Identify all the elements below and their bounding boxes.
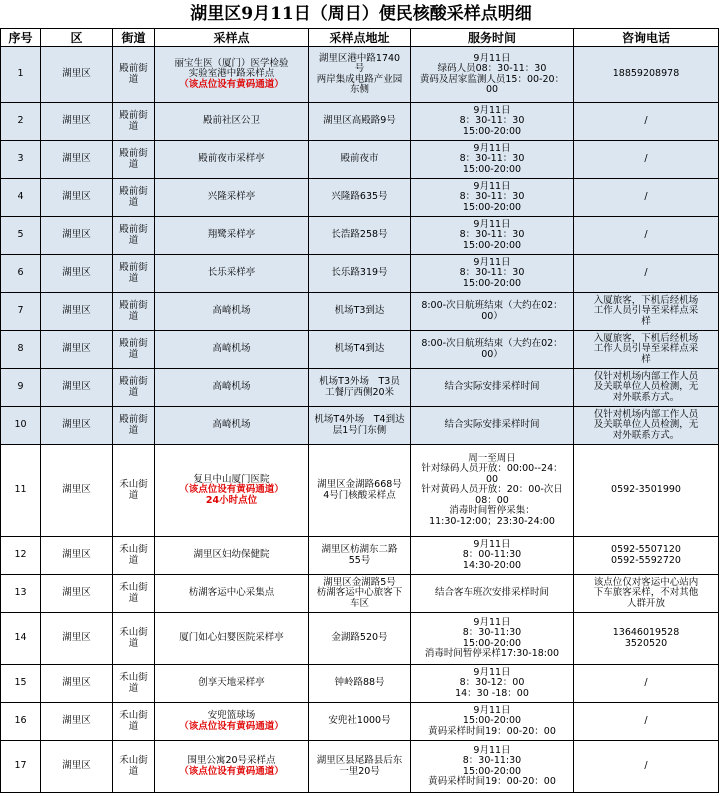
- cell-line: 安兜社1000号: [328, 715, 391, 727]
- cell-line: 18859208978: [612, 68, 680, 80]
- row-number: 1: [1, 47, 41, 103]
- row-number: 14: [1, 613, 41, 665]
- hours-cell: [411, 665, 574, 703]
- table-row: [1, 537, 719, 575]
- district-cell: 湖里区: [41, 255, 113, 293]
- address-cell: [309, 575, 411, 613]
- row-number: 13: [1, 575, 41, 613]
- cell-line: 殿前夜市: [340, 153, 379, 165]
- cell-line: 高崎机场: [212, 419, 251, 431]
- cell-line: 层1号门东侧: [332, 424, 387, 436]
- cell-line: 8：30-12：00: [459, 677, 525, 689]
- cell-line: 对外联系方式。: [612, 429, 680, 441]
- table-row: [1, 141, 719, 179]
- hours-cell: [411, 47, 574, 103]
- cell-line: 机场T3外场 T3员: [319, 376, 400, 387]
- cell-line: 人群开放: [626, 597, 665, 609]
- cell-line: 长乐路319号: [331, 267, 388, 279]
- cell-line: 工作人员引导至采样点采: [593, 343, 699, 355]
- cell-line: 湖里区妇幼保健院: [193, 549, 270, 561]
- cell-line: /: [644, 191, 648, 203]
- cell-line: 9月11日: [473, 52, 511, 64]
- cell-line: 0592-5507120: [611, 544, 681, 555]
- col-header-hours: 服务时间: [411, 29, 574, 47]
- phone-cell: [574, 141, 719, 179]
- cell-line: 9月11日: [473, 104, 511, 116]
- district-cell: 湖里区: [41, 47, 113, 103]
- cell-line: 00）: [481, 310, 503, 322]
- cell-line: 8：30-11：30: [459, 229, 525, 241]
- cell-line: 00: [485, 473, 499, 485]
- col-header-phone: 咨询电话: [574, 29, 719, 47]
- district-cell: 湖里区: [41, 407, 113, 445]
- cell-line: 及关联单位人员检测，无: [593, 419, 699, 431]
- site-cell: [155, 369, 309, 407]
- cell-line: 14：30 -18：00: [455, 687, 529, 699]
- cell-line: 8:00-次日航班结束（大约在02：: [421, 338, 563, 349]
- cell-line: 高崎机场: [212, 305, 251, 317]
- cell-line: /: [644, 267, 648, 279]
- row-number: 3: [1, 141, 41, 179]
- address-cell: [309, 369, 411, 407]
- cell-line: 消毒时间暂停采样17:30-18:00: [424, 648, 560, 659]
- cell-line: 翔鹭采样亭: [207, 229, 256, 241]
- phone-cell: [574, 293, 719, 331]
- address-cell: [309, 47, 411, 103]
- cell-line: 消毒时间暂停采集：: [449, 505, 535, 517]
- cell-line: 枋湖客运中心旅客下: [316, 587, 403, 599]
- cell-line: 湖里区金湖路5号: [323, 576, 396, 588]
- cell-line: 绿码人员08：30-11：30: [437, 63, 547, 74]
- district-cell: 湖里区: [41, 179, 113, 217]
- street-cell: 殿前街道: [113, 103, 155, 141]
- address-cell: [309, 255, 411, 293]
- phone-cell: [574, 255, 719, 293]
- district-cell: 湖里区: [41, 741, 113, 793]
- row-number: 17: [1, 741, 41, 793]
- cell-line: 00）: [481, 348, 503, 360]
- district-cell: 湖里区: [41, 141, 113, 179]
- hours-cell: [411, 103, 574, 141]
- district-cell: 湖里区: [41, 293, 113, 331]
- hours-cell: [411, 537, 574, 575]
- row-number: 4: [1, 179, 41, 217]
- district-cell: 湖里区: [41, 445, 113, 537]
- cell-line: 15:00-20:00: [462, 201, 522, 213]
- cell-line: 安兜篮球场: [207, 710, 256, 721]
- cell-line: 长乐采样亭: [207, 267, 256, 279]
- phone-cell: [574, 217, 719, 255]
- site-cell: [155, 179, 309, 217]
- row-number: 16: [1, 703, 41, 741]
- cell-line: 湖里区港中路1740: [318, 52, 401, 64]
- col-header-street: 街道: [113, 29, 155, 47]
- district-cell: 湖里区: [41, 665, 113, 703]
- cell-line: 围里公寓20号采样点: [187, 755, 276, 766]
- table-row: [1, 331, 719, 369]
- cell-line: 机场T3到达: [334, 305, 385, 317]
- hours-cell: [411, 179, 574, 217]
- district-cell: 湖里区: [41, 575, 113, 613]
- cell-line: 殿前夜市采样亭: [198, 153, 265, 165]
- address-cell: [309, 665, 411, 703]
- cell-line: 15:00-20:00: [462, 765, 522, 777]
- hours-cell: [411, 703, 574, 741]
- col-header-district: 区: [41, 29, 113, 47]
- address-cell: [309, 537, 411, 575]
- table-row: [1, 665, 719, 703]
- cell-line: 兴隆路635号: [331, 191, 388, 203]
- cell-line: 24小时点位: [205, 494, 258, 506]
- site-cell: [155, 217, 309, 255]
- phone-cell: [574, 369, 719, 407]
- cell-line: /: [644, 715, 648, 727]
- table-row: [1, 575, 719, 613]
- table-row: [1, 293, 719, 331]
- table-row: [1, 255, 719, 293]
- district-cell: 湖里区: [41, 103, 113, 141]
- phone-cell: [574, 613, 719, 665]
- street-cell: 禾山街道: [113, 445, 155, 537]
- cell-line: 8：30-11：30: [459, 191, 525, 203]
- street-cell: 禾山街道: [113, 537, 155, 575]
- row-number: 11: [1, 445, 41, 537]
- district-cell: 湖里区: [41, 537, 113, 575]
- phone-cell: [574, 331, 719, 369]
- cell-line: 结合客车班次安排采样时间: [434, 587, 549, 599]
- cell-line: 工餐厅西侧20米: [324, 386, 395, 398]
- cell-line: 8：30-11：30: [459, 115, 525, 127]
- cell-line: 结合实际安排采样时间: [444, 381, 540, 393]
- cell-line: 仅针对机场内部工作人员: [593, 370, 699, 382]
- cell-line: 殿前社区公卫: [202, 115, 260, 127]
- cell-line: （该点位设有黄码通道）: [179, 484, 284, 496]
- cell-line: 9月11日: [473, 616, 511, 628]
- street-cell: 殿前街道: [113, 331, 155, 369]
- street-cell: 禾山街道: [113, 665, 155, 703]
- street-cell: 禾山街道: [113, 613, 155, 665]
- cell-line: 两岸集成电路产业园: [316, 73, 403, 85]
- cell-line: 0592-3501990: [611, 484, 681, 496]
- hours-cell: [411, 741, 574, 793]
- cell-line: 实验室港中路采样点: [188, 68, 275, 80]
- site-cell: [155, 445, 309, 537]
- cell-line: 东侧: [349, 84, 369, 95]
- cell-line: 8：30-11:30: [462, 755, 522, 766]
- cell-line: /: [644, 229, 648, 241]
- district-cell: 湖里区: [41, 613, 113, 665]
- site-cell: [155, 331, 309, 369]
- cell-line: 入厦旅客，下机后经机场: [593, 332, 699, 344]
- cell-line: 9月11日: [473, 704, 511, 716]
- phone-cell: [574, 665, 719, 703]
- street-cell: 殿前街道: [113, 369, 155, 407]
- address-cell: [309, 141, 411, 179]
- address-cell: [309, 331, 411, 369]
- street-cell: 殿前街道: [113, 179, 155, 217]
- cell-line: 钟岭路88号: [334, 677, 385, 689]
- cell-line: 55号: [348, 554, 371, 566]
- site-cell: [155, 141, 309, 179]
- phone-cell: [574, 575, 719, 613]
- row-number: 2: [1, 103, 41, 141]
- cell-line: 黄码采样时间19：00-20：00: [428, 725, 556, 737]
- col-header-no: 序号: [1, 29, 41, 47]
- table-row: [1, 179, 719, 217]
- cell-line: 对外联系方式。: [612, 391, 680, 403]
- phone-cell: [574, 103, 719, 141]
- cell-line: 8:00-次日航班结束（大约在02：: [421, 300, 563, 311]
- address-cell: [309, 741, 411, 793]
- site-cell: [155, 103, 309, 141]
- cell-line: 黄码采样时间19：00-20：00: [428, 776, 556, 787]
- cell-line: /: [644, 760, 648, 772]
- site-cell: [155, 407, 309, 445]
- site-cell: [155, 703, 309, 741]
- cell-line: 仅针对机场内部工作人员: [593, 408, 699, 420]
- site-cell: [155, 575, 309, 613]
- site-cell: [155, 741, 309, 793]
- table-row: [1, 445, 719, 537]
- cell-line: 该点位仅对客运中心站内: [593, 576, 699, 588]
- hours-cell: [411, 407, 574, 445]
- hours-cell: [411, 369, 574, 407]
- site-cell: [155, 255, 309, 293]
- cell-line: 8：30-11：30: [459, 267, 525, 279]
- cell-line: 号: [354, 63, 365, 74]
- cell-line: 车区: [349, 597, 369, 609]
- cell-line: 样: [641, 353, 651, 365]
- table-row: [1, 741, 719, 793]
- cell-line: 湖里区县尾路县后东: [316, 755, 403, 766]
- cell-line: 结合实际安排采样时间: [444, 419, 540, 431]
- cell-line: 9月11日: [473, 256, 511, 268]
- cell-line: 11:30-12:00；23:30-24:00: [429, 515, 555, 527]
- cell-line: 创享天地采样亭: [198, 677, 265, 689]
- street-cell: 殿前街道: [113, 141, 155, 179]
- cell-line: 枋湖客运中心采集点: [188, 587, 275, 599]
- cell-line: 周一至周日: [468, 452, 516, 464]
- cell-line: 复旦中山厦门医院: [193, 473, 270, 485]
- cell-line: 8：00-11:30: [462, 549, 522, 561]
- address-cell: [309, 103, 411, 141]
- street-cell: 禾山街道: [113, 575, 155, 613]
- cell-line: 9月11日: [473, 538, 511, 550]
- cell-line: 00: [485, 84, 499, 95]
- cell-line: 9月11日: [473, 666, 511, 678]
- cell-line: 针对黄码人员开放：20：00-次日: [421, 484, 563, 496]
- cell-line: 0592-5592720: [611, 554, 681, 566]
- cell-line: 高崎机场: [212, 381, 251, 393]
- cell-line: 机场T4外场 T4到达: [314, 414, 405, 425]
- cell-line: 入厦旅客，下机后经机场: [593, 294, 699, 306]
- row-number: 8: [1, 331, 41, 369]
- site-cell: [155, 665, 309, 703]
- hours-cell: [411, 255, 574, 293]
- cell-line: /: [644, 153, 648, 165]
- cell-line: 15:00-20:00: [462, 277, 522, 289]
- cell-line: 湖里区枋湖东二路: [321, 544, 398, 555]
- address-cell: [309, 217, 411, 255]
- cell-line: 13646019528: [612, 627, 680, 638]
- header-row: [1, 29, 719, 47]
- phone-cell: [574, 179, 719, 217]
- col-header-site: 采样点: [155, 29, 309, 47]
- row-number: 6: [1, 255, 41, 293]
- cell-line: 8：30-11：30: [459, 153, 525, 165]
- address-cell: [309, 445, 411, 537]
- cell-line: 15:00-20:00: [462, 163, 522, 175]
- sampling-table: [0, 28, 719, 793]
- table-body: [1, 47, 719, 793]
- street-cell: 殿前街道: [113, 293, 155, 331]
- phone-cell: [574, 703, 719, 741]
- cell-line: 黄码及居家监测人员15：00-20：: [419, 73, 565, 85]
- hours-cell: [411, 613, 574, 665]
- cell-line: （该点位设有黄码通道）: [179, 765, 284, 777]
- row-number: 10: [1, 407, 41, 445]
- street-cell: 禾山街道: [113, 703, 155, 741]
- cell-line: 15:00-20:00: [462, 637, 522, 649]
- table-row: [1, 217, 719, 255]
- cell-line: 3520520: [624, 637, 668, 649]
- cell-line: 及关联单位人员检测，无: [593, 381, 699, 393]
- site-cell: [155, 613, 309, 665]
- hours-cell: [411, 331, 574, 369]
- cell-line: 15:00-20:00: [462, 715, 522, 727]
- address-cell: [309, 703, 411, 741]
- table-row: [1, 103, 719, 141]
- cell-line: /: [644, 115, 648, 127]
- cell-line: 下车旅客采样，不对其他: [593, 587, 699, 599]
- row-number: 5: [1, 217, 41, 255]
- cell-line: 8：30-11:30: [462, 627, 522, 638]
- street-cell: 殿前街道: [113, 255, 155, 293]
- cell-line: 一里20号: [339, 765, 380, 777]
- col-header-address: 采样点地址: [309, 29, 411, 47]
- cell-line: 金湖路520号: [331, 632, 388, 644]
- cell-line: 湖里区金湖路668号: [317, 479, 402, 490]
- site-cell: [155, 293, 309, 331]
- cell-line: 9月11日: [473, 744, 511, 756]
- cell-line: 厦门如心妇婴医院采样亭: [179, 632, 284, 644]
- cell-line: 机场T4到达: [334, 343, 385, 355]
- cell-line: 9月11日: [473, 180, 511, 192]
- cell-line: 9月11日: [473, 218, 511, 230]
- address-cell: [309, 613, 411, 665]
- table-row: [1, 47, 719, 103]
- cell-line: 兴隆采样亭: [207, 191, 256, 203]
- cell-line: 15:00-20:00: [462, 239, 522, 251]
- district-cell: 湖里区: [41, 331, 113, 369]
- table-row: [1, 407, 719, 445]
- address-cell: [309, 293, 411, 331]
- street-cell: 殿前街道: [113, 217, 155, 255]
- phone-cell: [574, 47, 719, 103]
- district-cell: 湖里区: [41, 703, 113, 741]
- cell-line: 丽宝生医（厦门）医学检验: [174, 57, 289, 69]
- table-row: [1, 369, 719, 407]
- cell-line: 样: [641, 315, 651, 327]
- table-row: [1, 613, 719, 665]
- cell-line: 针对绿码人员开放：00:00--24：: [421, 463, 563, 475]
- cell-line: 工作人员引导至采样点采: [593, 305, 699, 317]
- cell-line: 长浩路258号: [331, 229, 388, 241]
- cell-line: 9月11日: [473, 142, 511, 154]
- page-title: 湖里区9月11日（周日）便民核酸采样点明细: [190, 4, 532, 24]
- phone-cell: [574, 741, 719, 793]
- hours-cell: [411, 217, 574, 255]
- cell-line: （该点位设有黄码通道）: [179, 720, 284, 732]
- row-number: 7: [1, 293, 41, 331]
- table-row: [1, 703, 719, 741]
- street-cell: 禾山街道: [113, 741, 155, 793]
- cell-line: 湖里区高殿路9号: [323, 115, 396, 127]
- hours-cell: [411, 293, 574, 331]
- cell-line: 14:30-20:00: [462, 559, 522, 571]
- hours-cell: [411, 445, 574, 537]
- phone-cell: [574, 537, 719, 575]
- site-cell: [155, 47, 309, 103]
- district-cell: 湖里区: [41, 369, 113, 407]
- hours-cell: [411, 575, 574, 613]
- street-cell: 殿前街道: [113, 47, 155, 103]
- address-cell: [309, 407, 411, 445]
- phone-cell: [574, 445, 719, 537]
- address-cell: [309, 179, 411, 217]
- cell-line: 4号门核酸采样点: [323, 489, 396, 501]
- cell-line: 15:00-20:00: [462, 125, 522, 137]
- district-cell: 湖里区: [41, 217, 113, 255]
- street-cell: 殿前街道: [113, 407, 155, 445]
- row-number: 9: [1, 369, 41, 407]
- site-cell: [155, 537, 309, 575]
- cell-line: 高崎机场: [212, 343, 251, 355]
- hours-cell: [411, 141, 574, 179]
- cell-line: /: [644, 677, 648, 689]
- cell-line: （该点位设有黄码通道）: [179, 78, 284, 90]
- phone-cell: [574, 407, 719, 445]
- cell-line: 08：00: [475, 494, 509, 506]
- row-number: 12: [1, 537, 41, 575]
- row-number: 15: [1, 665, 41, 703]
